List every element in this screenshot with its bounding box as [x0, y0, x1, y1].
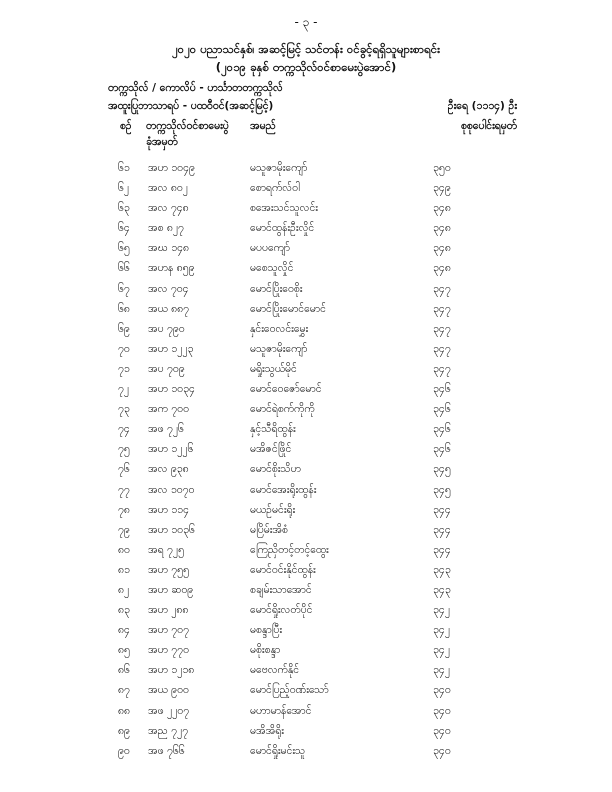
row-number: ၆၉ [118, 322, 130, 335]
column-header-roll: တက္ကသိုလ်ဝင်စာမေးပွဲ [146, 120, 229, 132]
student-name: မောင်ရဲစက်ကိုကို [250, 403, 315, 416]
table-row [0, 419, 612, 439]
student-name: မအိအိရိုး [250, 724, 284, 737]
row-number: ၆၅ [118, 242, 130, 255]
roll-number: အည ၇၂၇ [148, 724, 189, 737]
row-number: ၇၂ [118, 383, 130, 396]
row-number: ၈၅ [118, 644, 130, 657]
row-number: ၈၁ [118, 563, 130, 576]
total-marks: ၃၄၃ [433, 563, 451, 576]
row-number: ၇၈ [118, 503, 130, 516]
row-number: ၇၁ [118, 362, 130, 375]
total-marks: ၃၄၇ [433, 302, 451, 315]
student-name: မဟာမာန်အောင် [250, 704, 312, 717]
row-number: ၇၄ [118, 423, 130, 436]
total-marks: ၃၄၄ [433, 543, 451, 556]
roll-number: အဟ ၁၀၃၆ [148, 523, 195, 536]
row-number: ၇၆ [118, 463, 130, 476]
table-row [0, 459, 612, 479]
table-row [0, 158, 612, 178]
roll-number: အဟ ၇၇၀ [148, 644, 189, 657]
table-row [0, 620, 612, 640]
total-marks: ၃၄၇ [433, 322, 451, 335]
total-marks: ၃၄၈ [433, 222, 451, 235]
roll-number: အပ ၇၉၀ [148, 322, 185, 335]
roll-number: အလ ၇၀၄ [148, 282, 189, 295]
student-name: မရှိုးသွယ်မိုင် [250, 362, 297, 375]
student-name: မောင်ပြိုးမောင်မောင် [250, 302, 326, 315]
student-name: မောင်ပြိုးဝေစိုး [250, 282, 303, 295]
table-row [0, 580, 612, 600]
roll-number: အလ ၁၀၇၀ [148, 483, 195, 496]
page-number: - ၃ - [294, 15, 318, 29]
student-name: ကြေညှိတင့်တင့်ထွေး [250, 543, 329, 556]
roll-number: အရ ၇၂၅ [148, 543, 184, 556]
student-name: မစိုးစန္ဒာ [250, 644, 281, 657]
document-subtitle: (၂၀၁၉ ခုနှစ် တက္ကသိုလ်ဝင်စာမေးပွဲအောင်) [215, 60, 397, 74]
total-marks: ၃၄၆ [433, 383, 451, 396]
roll-number: အဟန ၈၅၉ [148, 262, 195, 275]
roll-number: အစ ၈၂၇ [148, 222, 184, 235]
table-row [0, 279, 612, 299]
table-row [0, 721, 612, 741]
roll-number: အဃ ၁၄၈ [148, 242, 190, 255]
row-number: ၆၂ [118, 182, 130, 195]
roll-number: အဟ ၁၀၃၄ [148, 383, 195, 396]
row-number: ၈၆ [118, 664, 130, 677]
row-number: ၉၀ [118, 744, 130, 757]
roll-number: အဖ ၇၂၆ [148, 423, 184, 436]
column-header-marks: စုစုပေါင်းရမှတ် [460, 120, 517, 132]
student-name: မောင်ရှိုးမင်းသူ [250, 744, 306, 757]
table-row [0, 701, 612, 721]
roll-number: အဟ ၁၂၁၈ [148, 664, 195, 677]
student-name: မဗေလက်နိုင် [250, 664, 300, 677]
table-row [0, 218, 612, 238]
table-row [0, 500, 612, 520]
row-number: ၇၀ [118, 342, 130, 355]
table-row [0, 238, 612, 258]
total-marks: ၃၄၄ [433, 503, 451, 516]
student-name: မပြိမ်းအိစံ [250, 523, 288, 536]
student-name: မစေသူလှိုင် [250, 262, 294, 275]
total-marks: ၃၄၇ [433, 282, 451, 295]
row-number: ၆၆ [118, 262, 130, 275]
count-label: ဦးရေ (၁၁၁၄) ဦး [447, 100, 517, 112]
table-row [0, 600, 612, 620]
row-number: ၈၄ [118, 624, 130, 637]
total-marks: ၃၄၈ [433, 262, 451, 275]
total-marks: ၃၄၅ [433, 463, 451, 476]
total-marks: ၃၄၀ [433, 724, 451, 737]
row-number: ၆၇ [118, 282, 130, 295]
table-row [0, 359, 612, 379]
roll-number: အဖ ၇၆၆ [148, 744, 185, 757]
total-marks: ၃၄၂ [433, 664, 450, 677]
roll-number: အယ ၉၀၀ [148, 684, 189, 697]
total-marks: ၃၄၅ [433, 483, 451, 496]
table-row [0, 560, 612, 580]
table-row [0, 741, 612, 761]
student-name: မစန္ဒာပြီး [250, 624, 283, 637]
roll-number: အဟ ဆ၀၉ [148, 583, 194, 596]
row-number: ၇၇ [118, 483, 130, 496]
table-row [0, 198, 612, 218]
student-name: နှင်းဝေလင်းမွှေး [250, 322, 309, 335]
total-marks: ၃၄၂ [433, 624, 450, 637]
column-header-no: စဉ် [120, 120, 132, 132]
total-marks: ၃၄၇ [433, 342, 451, 355]
column-header-roll-line2: ခုံအမှတ် [146, 136, 178, 148]
row-number: ၆၃ [118, 202, 130, 215]
total-marks: ၃၄၂ [433, 644, 450, 657]
total-marks: ၃၄၂ [433, 604, 450, 617]
roll-number: အဟ ၁၀၄၉ [148, 162, 195, 174]
table-row [0, 178, 612, 198]
student-name: မောင်ဝင်းနိုင်ထွန်း [250, 563, 316, 576]
student-name: မောင်ဝေဇော်မောင် [250, 383, 322, 396]
total-marks: ၃၄၀ [433, 684, 451, 697]
row-number: ၈၈ [118, 704, 130, 717]
row-number: ၈၉ [118, 724, 130, 737]
roll-number: အဟ ၁၂၂၃ [148, 342, 194, 355]
column-header-name: အမည် [250, 120, 276, 132]
total-marks: ၃၄၈ [433, 202, 451, 215]
table-row [0, 480, 612, 500]
row-number: ၇၅ [118, 443, 130, 456]
roll-number: အက ၇၀၀ [148, 403, 189, 416]
total-marks: ၃၄၄ [433, 523, 451, 536]
table-row [0, 439, 612, 459]
row-number: ၆၄ [118, 222, 130, 235]
roll-number: အပ ၇၀၉ [148, 362, 185, 375]
table-row [0, 540, 612, 560]
total-marks: ၃၄၈ [433, 242, 451, 255]
row-number: ၆၈ [118, 302, 130, 315]
total-marks: ၃၄၆ [433, 423, 451, 436]
table-row [0, 319, 612, 339]
table-row [0, 640, 612, 660]
table-row [0, 520, 612, 540]
row-number: ၆၁ [118, 162, 130, 174]
student-name: မသူဇာမိုးကျော် [250, 342, 308, 355]
roll-number: အဟ ၇၀၇ [148, 624, 189, 637]
row-number: ၈၂ [118, 583, 130, 596]
table-row [0, 379, 612, 399]
student-name: နှင့်သီရိထွန်း [250, 423, 296, 436]
table-row [0, 660, 612, 680]
subject-label: အထူးပြုဘာသာရပ် - ပထဝီဝင်(အဆင့်မြင့်) [108, 100, 274, 112]
row-number: ၈၀ [118, 543, 130, 556]
student-name: မောင်အေးရိုးထွန်း [250, 483, 317, 496]
table-row [0, 258, 612, 278]
student-name: မောင်ပြည့်ဝဏ်းသော် [250, 684, 329, 697]
university-label: တက္ကသိုလ် / ကောလိပ် - ဟင်္သာတတက္ကသိုလ် [108, 82, 283, 94]
total-marks: ၃၅၀ [433, 162, 451, 174]
student-name: မသူဇာမိုးကျော် [250, 162, 308, 174]
student-name: မောင်စိုးသိဟ [250, 463, 301, 476]
table-row [0, 299, 612, 319]
roll-number: အဟ ၂၈၈ [148, 604, 189, 617]
student-name: စချမ်းသာအောင် [250, 583, 312, 596]
student-name: မပပကျော် [250, 242, 290, 255]
roll-number: အဟ ၁၁၄ [148, 503, 189, 516]
table-row [0, 339, 612, 359]
student-name: မောင်ရှိုးလတ်ပိုင် [250, 604, 313, 617]
roll-number: အလ ၉၃၈ [148, 463, 189, 476]
total-marks: ၃၄၆ [433, 403, 451, 416]
roll-number: အလ ၇၄၈ [148, 202, 189, 215]
document-title: ၂၀၂၀ ပညာသင်နှစ်၊ အဆင့်မြင့် သင်တန်း ဝင်ခွင့်ရရှိသူများစာရင်း [171, 42, 441, 56]
roll-number: အဖ ၂၂၀၇ [148, 704, 190, 717]
student-name: စအေးသင်သူလင်း [250, 202, 318, 215]
roll-number: အယ ၈၈၇ [148, 302, 190, 315]
roll-number: အဟ ၇၅၅ [148, 563, 189, 576]
student-name: မအိဇင်ဖြိုင် [250, 443, 292, 456]
roll-number: အဟ ၁၂၂၆ [148, 443, 194, 456]
row-number: ၈၃ [118, 604, 130, 617]
table-row [0, 680, 612, 700]
results-table [0, 158, 612, 761]
student-name: စောရက်လ်ဝါ [250, 182, 300, 195]
table-row [0, 399, 612, 419]
student-name: မောင်ထွန်းဦးလှိုင် [250, 222, 315, 235]
total-marks: ၃၄၉ [433, 182, 451, 195]
student-name: မယဉ်မင်းရိုး [250, 503, 296, 516]
row-number: ၇၉ [118, 523, 130, 536]
total-marks: ၃၄၆ [433, 443, 451, 456]
total-marks: ၃၄၀ [433, 704, 451, 717]
total-marks: ၃၄၀ [433, 744, 451, 757]
roll-number: အလ ၈၀၂ [148, 182, 188, 195]
total-marks: ၃၄၇ [433, 362, 451, 375]
row-number: ၇၃ [118, 403, 130, 416]
row-number: ၈၇ [118, 684, 130, 697]
total-marks: ၃၄၃ [433, 583, 451, 596]
